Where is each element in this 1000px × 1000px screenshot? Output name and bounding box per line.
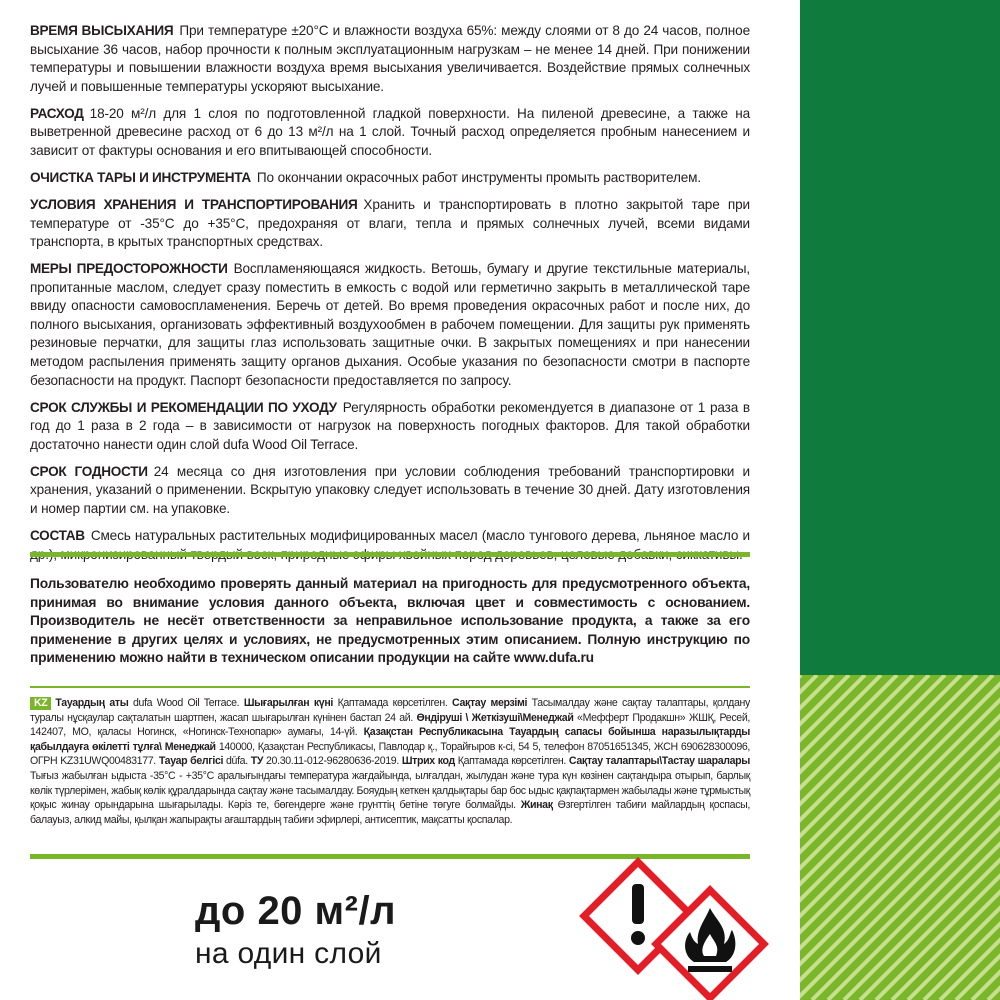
section-text: Воспламеняющаяся жидкость. Ветошь, бумагу и другие текстильные материалы, пропитанные маслом, следует сразу поместить в емкость с водой или герметично закрыть в металлической таре ввиду опасности самовоспламенения. Беречь от детей. Во время проведения окрасочных работ и после них, до полного высыхания, организовать эффективный воздухообмен в рабочем помещении. Для защиты рук применять резиновые перчатки, для защиты глаз использовать защитные очки. В закрытых помещениях и при нанесении методом распыления применять защиту органов дыхания. Особые указания по безопасности смотри в паспорте безопасности на продукт. Паспорт безопасности предоставляется по запросу.: [30, 261, 750, 388]
section-heading: СРОК ГОДНОСТИ: [30, 463, 148, 479]
flame-icon: [650, 884, 770, 1000]
section-heading: ОЧИСТКА ТАРЫ И ИНСТРУМЕНТА: [30, 169, 251, 185]
kz-label: Тауар белгісі: [158, 755, 224, 768]
section-service-life: [30, 399, 750, 455]
section-drying-time: [30, 22, 750, 96]
kz-text: Қаптамада көрсетілген.: [454, 755, 569, 768]
info-sections: [30, 22, 750, 573]
section-heading: СОСТАВ: [30, 527, 85, 543]
kz-text: 20.30.11-012-96280636-2019.: [263, 755, 402, 768]
divider: [30, 552, 750, 557]
section-text: 18-20 м²/л для 1 слоя по подготовленной гладкой поверхности. На пиленой древесине, а также на выветренной древесине расход от 6 до 13 м²/л на 1 слой. Точный расход определяется пробным нанесением и зависит от фактуры основания и его впитывающей способности.: [30, 105, 750, 158]
kz-text: dūfa.: [223, 755, 251, 768]
section-consumption: [30, 105, 750, 161]
section-heading: МЕРЫ ПРЕДОСТОРОЖНОСТИ: [30, 261, 228, 277]
kz-text: Тасымалдау және сақтау талаптары, қолдану туралы нұсқаулар сақталатын шартпен, жасап шығарылған күнінен бастап 24 ай.: [30, 697, 750, 724]
section-text: Смесь натуральных растительных модифицированных масел (масло тунгового дерева, льняное масло и: [90, 527, 750, 543]
kz-label: Сақтау мерзімі: [452, 697, 528, 709]
kz-text: Тығыз жабылған ыдыста -35°C - +35°C аралығындағы температура жағдайында, ылғалдан, жылудан және тура күн көзінен сақтандыра отырып, барлық көлік түрлерімен, жабық көлік құралдарында сақтау және тасымалдау. Бояудың кеткен қалдықтары бар бос ыдыс қақпақтармен жабылады және тұрмыстық қоқыс жинау орындарына шығарылады. Кәріз те, бөгендерге және грунттің бетіне төгуге болмайды.: [30, 769, 750, 812]
section-text: По окончании окрасочных работ инструменты промыть растворителем.: [256, 169, 701, 185]
coverage-value: до 20 м²/л: [195, 889, 396, 933]
kz-text: Қаптамада көрсетілген.: [332, 697, 453, 709]
kz-label: Қазақстан Республикасына Тауардың сапасы бойынша наразылықтарды қабылдауға өкілетті тұлға\ Менеджай: [30, 726, 750, 753]
section-text: Регулярность обработки рекомендуется в диапазоне от 1 раза в год до 1 раза в 2 года – в зависимости от нагрузок на поверхность погодных факторов. Для такой обработки достаточно нанести один слой dufa Wood Oil Terrace.: [30, 399, 750, 452]
section-text: Хранить и транспортировать в плотно закрытой таре при температуре от -35°С до +35°С, предохраняя от влаги, тепла и прямых солнечных лучей, всеми видами транспорта, в крытых транспортных средствах.: [30, 196, 750, 250]
section-heading: УСЛОВИЯ ХРАНЕНИЯ И ТРАНСПОРТИРОВАНИЯ: [30, 196, 358, 212]
kz-label: Штрих код: [401, 755, 455, 768]
coverage-block: [195, 888, 555, 972]
section-storage: [30, 196, 750, 252]
kz-label: Жинақ: [520, 799, 553, 812]
kz-text: «Мефферт Продакшн» ЖШҚ, Ресей, 142407, МО, қаласы Ногинск, «Ногинск-Технопарк» аумағы, 14-үй.: [30, 711, 751, 739]
section-heading: ВРЕМЯ ВЫСЫХАНИЯ: [30, 23, 174, 38]
kz-label: Өндіруші \ Жеткізуші\Менеджай: [416, 711, 574, 724]
section-text: 24 месяца со дня изготовления при условии соблюдения требований транспортировки и хранения, указаний о применении. Вскрытую упаковку следует использовать в течение 30 дней. Дату изготовления и номер партии см. на упаковке.: [30, 463, 750, 516]
kazakh-info-block: [30, 696, 750, 827]
language-badge: KZ: [30, 697, 51, 710]
diagonal-stripe-pattern: [800, 675, 1000, 1000]
section-heading: СРОК СЛУЖБЫ И РЕКОМЕНДАЦИИ ПО УХОДУ: [30, 399, 337, 415]
section-text: При температуре ±20°С и влажности воздуха 65%: между слоями от 8 до 24 часов, полное высыхание 36 часов, набор прочности к полным эксплуатационным нагрузкам – не менее 14 дней. При понижении температуры и повышении влажности воздуха время высыхания увеличивается. Воздействие прямых солнечных лучей и повышенные температуры ускоряют высыхание.: [30, 23, 750, 94]
section-heading: РАСХОД: [30, 105, 84, 121]
kz-text: dufa Wood Oil Terrace.: [128, 697, 244, 709]
green-side-stripe: [800, 0, 1000, 675]
section-cleaning: [30, 169, 750, 188]
section-shelf-life: [30, 463, 750, 519]
section-composition: [30, 527, 750, 564]
section-precautions: [30, 260, 750, 390]
kz-label: ТУ: [250, 755, 264, 768]
user-notice: Пользователю необходимо проверять данный материал на пригодность для предусмотренного объекта, принимая во внимание условия данного объекта, включая цвет и совместимость с основанием. Производитель не несёт ответственности за неправильное использование продукта, а также за его применение в других целях и условиях, не предусмотренных этим описанием. Полную инструкцию по применению можно найти в техническом описании продукции на сайте www.dufa.ru: [30, 576, 750, 666]
kz-label: Сақтау талаптары\Тастау шаралары: [568, 755, 751, 768]
kz-text: Өзгертілген табиғи майлардың қоспасы, балауыз, алкид майы, қылқан жапырақты ағаштардың табиғи эфирлері, антисептик, мақсатты қоспалар.: [30, 799, 751, 826]
kz-label: Шығарылған күні: [243, 697, 333, 709]
kz-text: 140000, Қазақстан Республикасы, Павлодар қ., Торайғыров к-сі, 54 5, телефон 87051651345, ЖСН 690628300096, ОГРН KZ31UWQ00483177.: [30, 740, 750, 768]
kz-label: Тауардың аты: [55, 697, 129, 709]
divider: [30, 686, 750, 688]
coverage-unit: на один слой: [195, 937, 382, 970]
